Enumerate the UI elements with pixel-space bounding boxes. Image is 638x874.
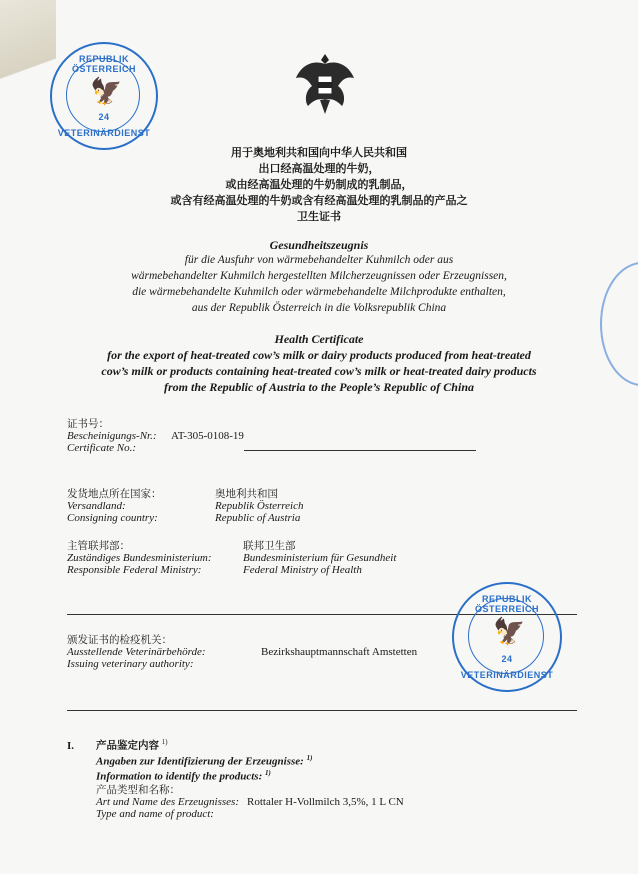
stamp-bottom-text: VETERINÄRDIENST: [57, 128, 151, 138]
title-de-line-3: die wärmebehandelte Kuhmilch oder wärmebehandelte Milchprodukte enthalten,: [132, 286, 506, 298]
section-number: I.: [67, 740, 75, 752]
ministry-value: 联邦卫生部 Bundesministerium für Gesundheit Federal Ministry of Health: [243, 540, 397, 576]
section-heading: 产品鉴定内容 $^{1)}$ Angaben zur Identifizierung der Erzeugnisse: $^{1)}$ Information to identify the products: $^{1)}$: [96, 738, 313, 783]
veterinary-stamp-top: [50, 42, 158, 150]
stamp-number: 24: [501, 654, 513, 664]
title-zh-line-3: 或由经高温处理的牛奶制成的乳制品，: [225, 178, 413, 191]
certificate-no-underline: [244, 450, 476, 451]
consigning-country-value: 奥地利共和国 Republik Österreich Republic of Austria: [215, 488, 304, 524]
title-de-heading: Gesundheitszeugnis: [269, 238, 369, 252]
eagle-icon: 🦅: [90, 76, 123, 106]
stamp-top-text: REPUBLIK ÖSTERREICH: [474, 594, 539, 614]
divider-2: [67, 710, 577, 711]
stamp-number: 24: [98, 112, 110, 122]
title-en-line-2: cow’s milk or products containing heat-treated cow’s milk or heat-treated dairy products: [101, 364, 537, 378]
folded-corner: [0, 0, 56, 110]
certificate-no-label: 证书号： Bescheinigungs-Nr.: Certificate No.:: [67, 418, 157, 454]
title-zh-line-4: 或含有经高温处理的牛奶或含有经高温处理的乳制品的产品之: [170, 194, 468, 207]
veterinary-stamp-right: [452, 582, 562, 692]
eagle-icon: 🦅: [493, 616, 526, 646]
title-zh-line-1: 用于奥地利共和国向中华人民共和国: [231, 146, 407, 159]
title-zh-line-2: 出口经高温处理的牛奶，: [258, 162, 380, 175]
product-type-value: Rottaler H-Vollmilch 3,5%, 1 L CN: [247, 796, 404, 808]
authority-value: Bezirkshauptmannschaft Amstetten: [261, 646, 418, 658]
title-en-line-1: for the export of heat-treated cow’s milk or dairy products produced from heat-treated: [107, 348, 531, 362]
stamp-top-text: REPUBLIK ÖSTERREICH: [71, 54, 136, 74]
stamp-bottom-text: VETERINÄRDIENST: [460, 670, 554, 680]
title-de-line-1: für die Ausfuhr von wärmebehandelter Kuhmilch oder aus: [184, 254, 454, 266]
title-de-line-2: wärmebehandelter Kuhmilch hergestellten Milcherzeugnissen oder Erzeugnissen,: [131, 270, 507, 282]
title-en-heading: Health Certificate: [274, 332, 364, 346]
title-zh-line-5: 卫生证书: [297, 210, 341, 223]
certificate-no-value: AT-305-0108-19: [171, 430, 244, 442]
title-de-line-4: aus der Republik Österreich in die Volksrepublik China: [191, 302, 447, 314]
austrian-coat-of-arms-icon: [294, 50, 356, 116]
authority-label: 颁发证书的检疫机关： Ausstellende Veterinärbehörde: Issuing veterinary authority:: [67, 634, 206, 670]
product-type-label: 产品类型和名称： Art und Name des Erzeugnisses: Type and name of product:: [96, 784, 239, 820]
consigning-country-label: 发货地点所在国家： Versandland: Consigning country:: [67, 488, 162, 524]
ministry-label: 主管联邦部： Zuständiges Bundesministerium: Responsible Federal Ministry:: [67, 540, 212, 576]
title-en-line-3: from the Republic of Austria to the People’s Republic of China: [163, 380, 474, 394]
